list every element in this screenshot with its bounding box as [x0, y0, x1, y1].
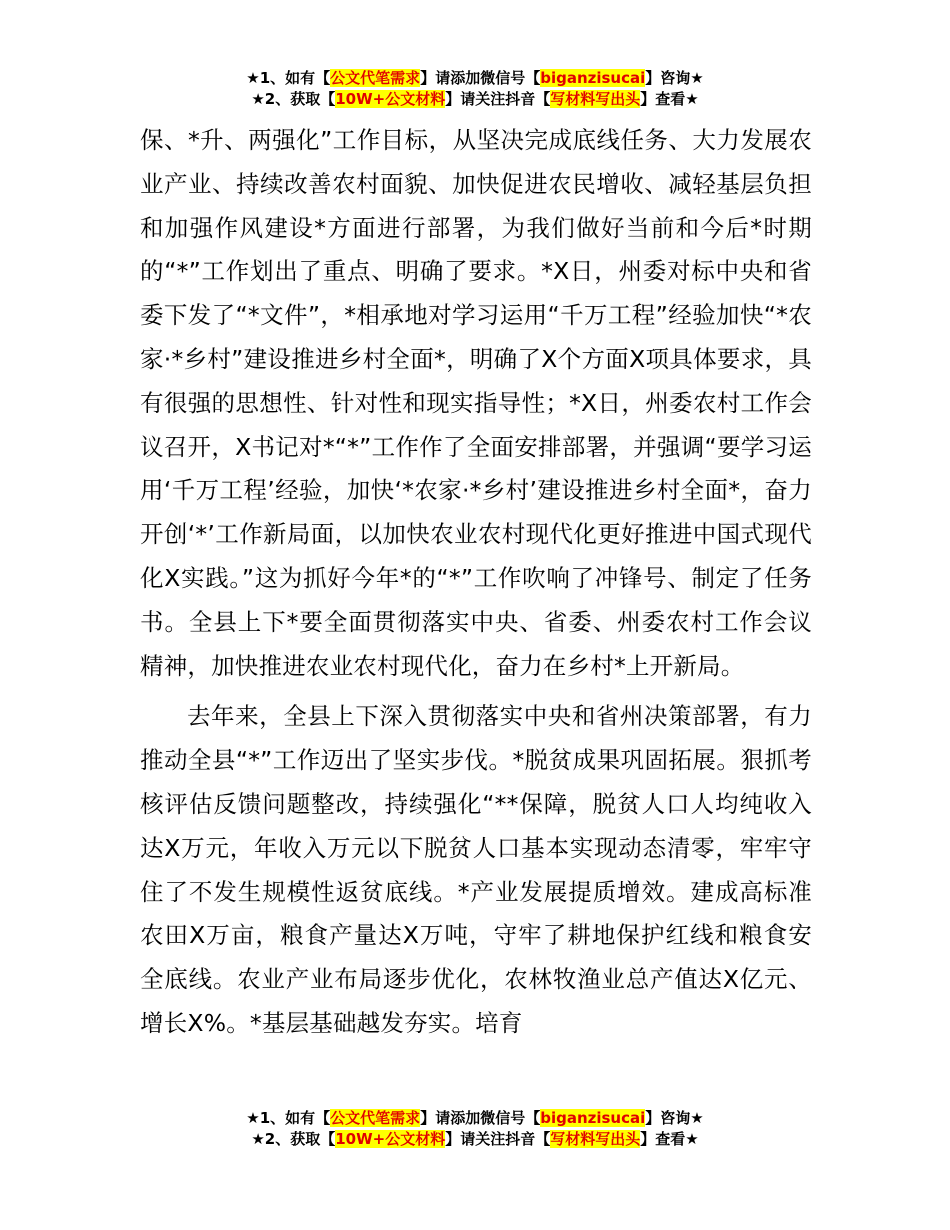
highlight-materials: 10W+公文材料: [335, 90, 446, 108]
highlight-wechat-id: biganzisucai: [540, 69, 646, 87]
highlight-douyin-account: 写材料写出头: [550, 90, 641, 108]
banner-text: 】咨询★: [645, 69, 704, 87]
banner-text: 】查看★: [640, 90, 699, 108]
footer-banner: [0, 1108, 950, 1150]
header-banner: [0, 68, 950, 110]
banner-text: ★1、如有【: [246, 69, 331, 87]
highlight-materials: 10W+公文材料: [335, 1130, 446, 1148]
banner-line-1: [0, 1108, 950, 1129]
banner-text: 】咨询★: [645, 1109, 704, 1127]
document-body: [140, 119, 812, 1046]
banner-line-2: [0, 89, 950, 110]
banner-line-1: [0, 68, 950, 89]
banner-text: ★2、获取【: [251, 1130, 336, 1148]
highlight-service: 公文代笔需求: [330, 1109, 421, 1127]
banner-text: 】请关注抖音【: [445, 1130, 551, 1148]
highlight-douyin-account: 写材料写出头: [550, 1130, 641, 1148]
banner-text: 】查看★: [640, 1130, 699, 1148]
highlight-wechat-id: biganzisucai: [540, 1109, 646, 1127]
banner-text: 】请添加微信号【: [420, 69, 541, 87]
paragraph: 保、*升、两强化”工作目标，从坚决完成底线任务、大力发展农业产业、持续改善农村面貌、加快促进农民增收、减轻基层负担和加强作风建设*方面进行部署，为我们做好当前和今后*时期的“*”工作划出了重点、明确了要求。*X日，州委对标中央和省委下发了“*文件”，*相承地对学习运用“千万工程”经验加快“*农家·*乡村”建设推进乡村全面*，明确了X个方面X项具体要求，具有很强的思想性、针对性和现实指导性；*X日，州委农村工作会议召开，X书记对*“*”工作作了全面安排部署，并强调“要学习运用‘千万工程’经验，加快‘*农家·*乡村’建设推进乡村全面*，奋力开创‘*’工作新局面，以加快农业农村现代化更好推进中国式现代化X实践。”这为抓好今年*的“*”工作吹响了冲锋号、制定了任务书。全县上下*要全面贯彻落实中央、省委、州委农村工作会议精神，加快推进农业农村现代化，奋力在乡村*上开新局。: [140, 126, 812, 680]
highlight-service: 公文代笔需求: [330, 69, 421, 87]
banner-line-2: [0, 1129, 950, 1150]
banner-text: 】请添加微信号【: [420, 1109, 541, 1127]
banner-text: 】请关注抖音【: [445, 90, 551, 108]
banner-text: ★2、获取【: [251, 90, 336, 108]
paragraph: 去年来，全县上下深入贯彻落实中央和省州决策部署，有力推动全县“*”工作迈出了坚实步伐。*脱贫成果巩固拓展。狠抓考核评估反馈问题整改，持续强化“**保障，脱贫人口人均纯收入达X万元，年收入万元以下脱贫人口基本实现动态清零，牢牢守住了不发生规模性返贫底线。*产业发展提质增效。建成高标准农田X万亩，粮食产量达X万吨，守牢了耕地保护红线和粮食安全底线。农业产业布局逐步优化，农林牧渔业总产值达X亿元、增长X%。*基层基础越发夯实。培育: [140, 702, 812, 1037]
banner-text: ★1、如有【: [246, 1109, 331, 1127]
